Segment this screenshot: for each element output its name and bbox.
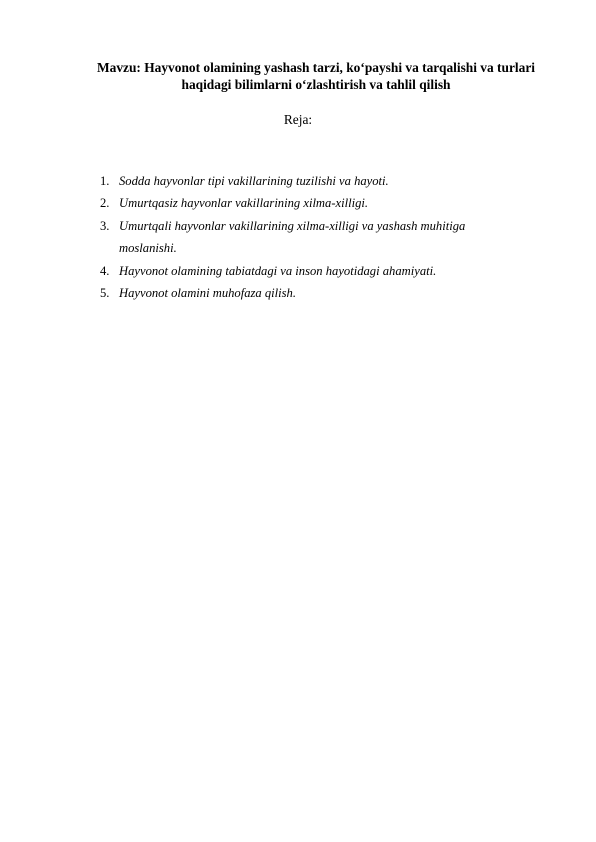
plan-list bbox=[100, 170, 520, 304]
plan-item-text: Umurtqasiz hayvonlar vakillarining xilma-xilligi. bbox=[119, 196, 369, 211]
plan-item-number: 4. bbox=[100, 263, 110, 278]
plan-item-text: Hayvonot olamining tabiatdagi va inson hayotidagi ahamiyati. bbox=[119, 263, 437, 278]
plan-item-text: Hayvonot olamini muhofaza qilish. bbox=[119, 286, 297, 301]
plan-item-3 bbox=[100, 215, 520, 260]
plan-item-5 bbox=[100, 282, 520, 304]
plan-item-text: Sodda hayvonlar tipi vakillarining tuzilishi va hayoti. bbox=[119, 174, 389, 188]
plan-item-number: 3. bbox=[100, 218, 110, 233]
plan-item-4 bbox=[100, 260, 520, 282]
plan-item-number: 5. bbox=[100, 286, 110, 301]
document-title: Mavzu: Hayvonot olamining yashash tarzi, koʻpayshi va tarqalishi va turlari haqidagi bilimlarni oʻzlashtirish va tahlil qilish bbox=[97, 60, 535, 92]
plan-item-text: Umurtqali hayvonlar vakillarining xilma-xilligi va yashash muhitiga moslanishi. bbox=[119, 218, 466, 256]
plan-item-number: 2. bbox=[100, 196, 110, 211]
plan-heading: Reja: bbox=[283, 112, 313, 127]
plan-item-number: 1. bbox=[100, 174, 110, 188]
plan-item-1 bbox=[100, 170, 520, 192]
plan-item-2 bbox=[100, 192, 520, 214]
